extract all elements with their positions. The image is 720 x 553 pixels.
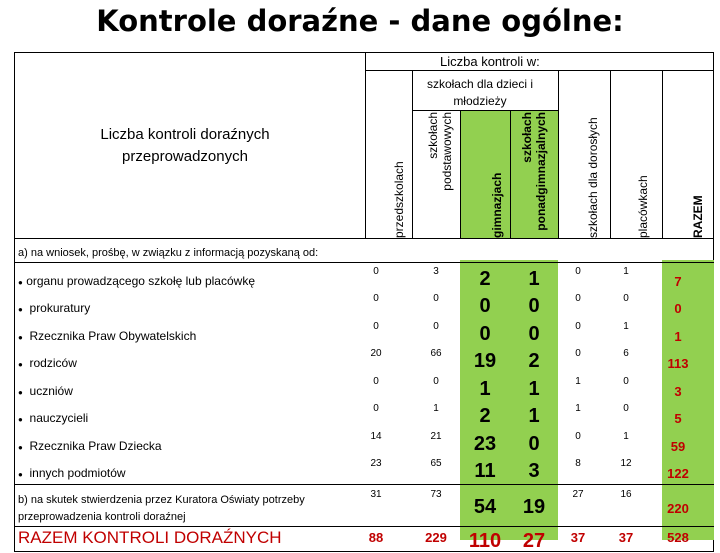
row-label-5: ● nauczycieli <box>18 411 89 425</box>
col-label-ponadgimnazjalnych: szkołach ponadgimnazjalnych <box>520 112 548 231</box>
cell-r2-c4: 0 <box>575 321 581 332</box>
cell-r4-c0: 0 <box>373 376 379 387</box>
cell-r7-c1: 65 <box>430 458 442 469</box>
cell-r0-c6: 7 <box>674 274 682 289</box>
col-line-2 <box>460 110 461 238</box>
cell-r5-c4: 1 <box>575 403 581 414</box>
row-label-2: ● Rzecznika Praw Obywatelskich <box>18 329 197 343</box>
cell-r7-c0: 23 <box>370 458 382 469</box>
col-line-4 <box>558 70 559 238</box>
cell-r6-c1: 21 <box>430 431 442 442</box>
cell-r1-c5: 0 <box>623 293 629 304</box>
cell-total-c6: 528 <box>667 530 689 545</box>
cell-r2-c2: 0 <box>479 323 491 345</box>
row-header: Liczba kontroli doraźnych przeprowadzonych <box>100 126 270 165</box>
cell-r3-c4: 0 <box>575 348 581 359</box>
cell-r2-c3: 0 <box>528 323 540 345</box>
group-header: Liczba kontroli w: <box>440 54 540 69</box>
cell-total-c2: 110 <box>468 530 502 552</box>
cell-b-c3: 19 <box>522 496 546 518</box>
col-line-1 <box>412 70 413 238</box>
cell-r1-c1: 0 <box>433 293 439 304</box>
cell-r0-c3: 1 <box>528 268 540 290</box>
cell-r0-c5: 1 <box>623 266 629 277</box>
total-label: RAZEM KONTROLI DORAŹNYCH <box>18 528 282 547</box>
cell-r6-c2: 23 <box>473 433 497 455</box>
total-line <box>14 526 714 527</box>
cell-r4-c6: 3 <box>674 384 682 399</box>
cell-r3-c6: 113 <box>667 356 689 371</box>
row-label-1: ● prokuratury <box>18 301 91 315</box>
cell-r2-c6: 1 <box>674 329 682 344</box>
cell-total-c4: 37 <box>570 530 586 545</box>
col-label-razem: RAZEM <box>691 195 705 238</box>
cell-r6-c5: 1 <box>623 431 629 442</box>
cell-r4-c5: 0 <box>623 376 629 387</box>
row-label-7: ● innych podmiotów <box>18 466 126 480</box>
cell-r3-c1: 66 <box>430 348 442 359</box>
col-line-3 <box>510 110 511 238</box>
cell-r7-c4: 8 <box>575 458 581 469</box>
row-label-0: ● organu prowadzącego szkołę lub placówkę <box>18 274 255 288</box>
col-label-dorosłych: szkołach dla dorosłych <box>586 117 600 238</box>
cell-r3-c3: 2 <box>528 350 540 372</box>
cell-b-c0: 31 <box>370 489 382 500</box>
cell-r1-c3: 0 <box>528 295 540 317</box>
cell-r0-c0: 0 <box>373 266 379 277</box>
cell-r6-c0: 14 <box>370 431 382 442</box>
cell-total-c1: 229 <box>425 530 447 545</box>
cell-total-c5: 37 <box>618 530 634 545</box>
header-bottom-line <box>14 238 714 239</box>
cell-r4-c3: 1 <box>528 378 540 400</box>
cell-r0-c1: 3 <box>433 266 439 277</box>
row-label-6: ● Rzecznika Praw Dziecka <box>18 439 162 453</box>
cell-r1-c6: 0 <box>674 301 682 316</box>
cell-total-c3: 27 <box>522 530 546 552</box>
cell-r1-c0: 0 <box>373 293 379 304</box>
cell-r1-c4: 0 <box>575 293 581 304</box>
section-b-label: b) na skutek stwierdzenia przez Kuratora Oświaty potrzeby przeprowadzenia kontroli doraźnej <box>18 494 305 523</box>
cell-b-c1: 73 <box>430 489 442 500</box>
cell-r5-c0: 0 <box>373 403 379 414</box>
cell-r5-c6: 5 <box>674 411 682 426</box>
cell-r4-c1: 0 <box>433 376 439 387</box>
col-label-podstawowych: szkołach podstawowych <box>426 112 454 191</box>
cell-r6-c6: 59 <box>670 439 686 454</box>
row-label-3: ● rodziców <box>18 356 77 370</box>
cell-r5-c2: 2 <box>479 405 491 427</box>
subgroup-header: szkołach dla dzieci i młodzieży <box>426 77 534 108</box>
cell-r4-c4: 1 <box>575 376 581 387</box>
header-line-sub <box>412 110 558 111</box>
cell-r6-c4: 0 <box>575 431 581 442</box>
col-label-przedszkolach: przedszkolach <box>392 161 406 238</box>
cell-r7-c3: 3 <box>528 460 540 482</box>
cell-r5-c3: 1 <box>528 405 540 427</box>
cell-r2-c0: 0 <box>373 321 379 332</box>
col-label-gimnazjach: gimnazjach <box>490 172 504 238</box>
section-a-line <box>14 262 714 263</box>
cell-r5-c5: 0 <box>623 403 629 414</box>
page-title: Kontrole doraźne - dane ogólne: <box>96 4 624 38</box>
cell-r3-c0: 20 <box>370 348 382 359</box>
cell-r1-c2: 0 <box>479 295 491 317</box>
col-line-5 <box>610 70 611 238</box>
cell-r5-c1: 1 <box>433 403 439 414</box>
cell-r3-c5: 6 <box>623 348 629 359</box>
cell-r0-c4: 0 <box>575 266 581 277</box>
cell-b-c6: 220 <box>667 501 689 516</box>
cell-r2-c5: 1 <box>623 321 629 332</box>
section-a-label: a) na wniosek, prośbę, w związku z informacją pozyskaną od: <box>18 247 319 259</box>
cell-r7-c2: 11 <box>474 460 496 482</box>
cell-r2-c1: 0 <box>433 321 439 332</box>
cell-b-c2: 54 <box>473 496 497 518</box>
cell-r7-c6: 122 <box>667 466 689 481</box>
section-b-line <box>14 484 714 485</box>
cell-r7-c5: 12 <box>620 458 632 469</box>
cell-total-c0: 88 <box>368 530 384 545</box>
cell-r3-c2: 19 <box>473 350 497 372</box>
col-label-placowkach: placówkach <box>636 175 650 238</box>
cell-r0-c2: 2 <box>479 268 491 290</box>
col-line-6 <box>662 70 663 238</box>
cell-b-c5: 16 <box>620 489 632 500</box>
col-line-0 <box>365 52 366 238</box>
cell-r4-c2: 1 <box>479 378 491 400</box>
cell-r6-c3: 0 <box>528 433 540 455</box>
row-label-4: ● uczniów <box>18 384 73 398</box>
cell-b-c4: 27 <box>572 489 584 500</box>
